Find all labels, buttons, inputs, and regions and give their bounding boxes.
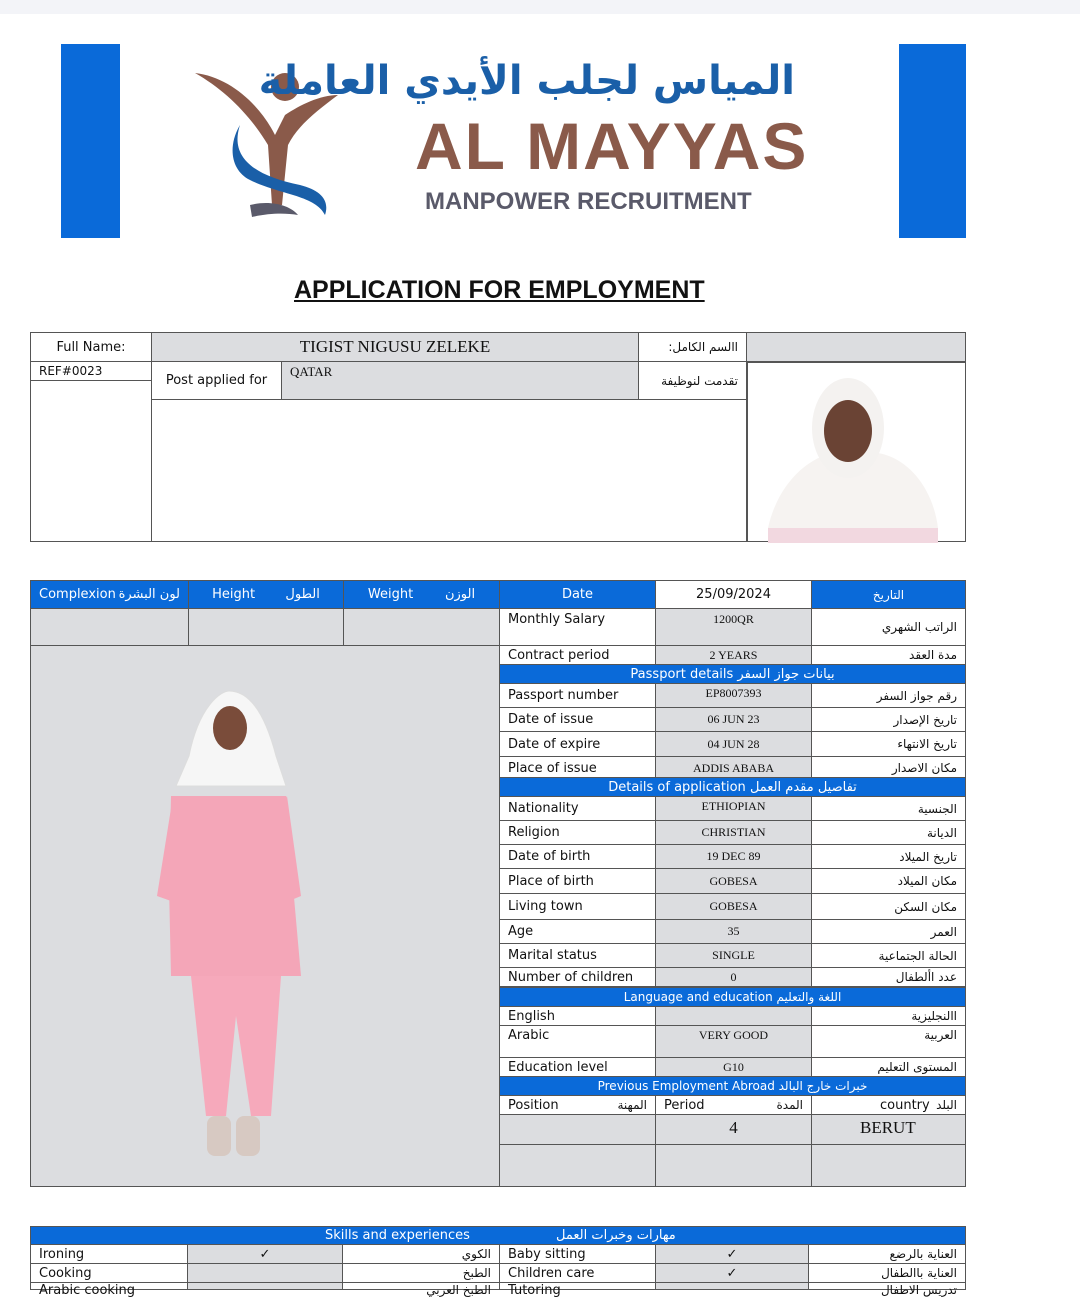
date-value: 25/09/2024 xyxy=(655,580,812,609)
age-value: 35 xyxy=(655,919,812,944)
post-applied-arabic: تقدمت لنوظيفة xyxy=(638,361,747,400)
employment-section-header: Previous Employment Abroad خبرات خارج البالد xyxy=(499,1076,966,1096)
date-of-issue-arabic: تاريخ الإصدار xyxy=(811,707,966,732)
period-label: Period xyxy=(664,1097,705,1113)
height-arabic: الطول xyxy=(285,587,320,602)
complexion-label: Complexion xyxy=(39,587,116,602)
skill-ironing-check: ✓ xyxy=(187,1244,343,1264)
skills-header-english: Skills and experiences xyxy=(325,1228,470,1243)
page-title: APPLICATION FOR EMPLOYMENT xyxy=(294,276,705,304)
language-section-header: Language and education اللغة والتعليم xyxy=(499,987,966,1007)
place-of-issue-arabic: مكان الاصدار xyxy=(811,756,966,780)
skill-arabic-cooking-arabic: الطبخ العربي xyxy=(342,1282,500,1290)
passport-number-arabic: رقم جواز السفر xyxy=(811,683,966,708)
name-extra-cell xyxy=(746,332,966,362)
marital-status-label: Marital status xyxy=(499,943,656,968)
passport-number-value: EP8007393 xyxy=(655,683,812,708)
weight-label: Weight xyxy=(367,587,414,602)
period-header xyxy=(655,1095,812,1115)
contract-period-value: 2 YEARS xyxy=(655,645,812,665)
country-label: country xyxy=(880,1097,930,1113)
employment-period-value: 4 xyxy=(655,1114,812,1145)
date-of-expire-label: Date of expire xyxy=(499,731,656,757)
skill-arabic-cooking-check xyxy=(187,1282,343,1290)
date-of-issue-label: Date of issue xyxy=(499,707,656,732)
weight-arabic: الوزن xyxy=(444,587,476,602)
english-arabic: االنجليزية xyxy=(811,1006,966,1026)
place-of-issue-value: ADDIS ABABA xyxy=(655,756,812,780)
skill-baby-sitting-check: ✓ xyxy=(655,1244,809,1264)
children-arabic: عدد األطفال xyxy=(811,967,966,987)
marital-status-value: SINGLE xyxy=(655,943,812,968)
religion-value: CHRISTIAN xyxy=(655,820,812,845)
date-arabic: التاريخ xyxy=(811,580,966,609)
education-level-value: G10 xyxy=(655,1057,812,1077)
living-town-arabic: مكان السكن xyxy=(811,893,966,920)
contract-period-label: Contract period xyxy=(499,645,656,665)
passport-number-label: Passport number xyxy=(499,683,656,708)
arabic-arabic: العربية xyxy=(811,1025,966,1058)
contract-period-arabic: مدة العقد xyxy=(811,645,966,665)
post-applied-value: QATAR xyxy=(281,361,639,400)
employment-country-value: BERUT xyxy=(811,1114,966,1145)
english-label: English xyxy=(499,1006,656,1026)
post-applied-label: Post applied for xyxy=(151,361,282,400)
company-name-english: AL MAYYAS xyxy=(415,109,809,183)
complexion-arabic: لون البشرة xyxy=(118,587,180,602)
religion-arabic: الديانة xyxy=(811,820,966,845)
nationality-value: ETHIOPIAN xyxy=(655,796,812,821)
full-name-arabic: االسم الكامل: xyxy=(638,332,747,362)
skill-children-care-label: Children care xyxy=(499,1263,656,1283)
company-subtitle: MANPOWER RECRUITMENT xyxy=(425,188,752,215)
position-label: Position xyxy=(508,1097,559,1113)
position-header xyxy=(499,1095,656,1115)
place-of-birth-arabic: مكان الميلاد xyxy=(811,868,966,894)
education-level-arabic: المستوى التعليم xyxy=(811,1057,966,1077)
country-header xyxy=(811,1095,966,1115)
left-blue-bar xyxy=(61,44,120,238)
skill-tutoring-check xyxy=(655,1282,809,1290)
height-value xyxy=(188,608,344,646)
nationality-arabic: الجنسية xyxy=(811,796,966,821)
skill-tutoring-label: Tutoring xyxy=(499,1282,656,1290)
living-town-label: Living town xyxy=(499,893,656,920)
weight-value xyxy=(343,608,500,646)
position-arabic: المهنة xyxy=(617,1098,647,1112)
date-of-birth-label: Date of birth xyxy=(499,844,656,869)
english-value xyxy=(655,1006,812,1026)
top-strip xyxy=(0,0,1080,14)
skill-cooking-arabic: الطبخ xyxy=(342,1263,500,1283)
left-empty-column xyxy=(30,380,152,542)
passport-section-header: Passport details بيانات جواز السفر xyxy=(499,664,966,684)
place-of-issue-label: Place of issue xyxy=(499,756,656,780)
employment-empty-1 xyxy=(499,1144,656,1187)
skill-baby-sitting-arabic: العناية بالرضع xyxy=(808,1244,966,1264)
full-body-photo xyxy=(30,645,500,1187)
complexion-header xyxy=(30,580,189,609)
date-of-expire-arabic: تاريخ الانتهاء xyxy=(811,731,966,757)
living-town-value: GOBESA xyxy=(655,893,812,920)
skill-ironing-arabic: الكوي xyxy=(342,1244,500,1264)
marital-status-arabic: الحالة الجتماعية xyxy=(811,943,966,968)
religion-label: Religion xyxy=(499,820,656,845)
weight-header xyxy=(343,580,500,609)
date-of-birth-value: 19 DEC 89 xyxy=(655,844,812,869)
skill-children-care-check: ✓ xyxy=(655,1263,809,1283)
main-empty-area xyxy=(151,399,747,542)
employment-empty-2 xyxy=(655,1144,812,1187)
applicant-section-header: Details of application تفاصيل مقدم العمل xyxy=(499,777,966,797)
date-of-birth-arabic: تاريخ الميلاد xyxy=(811,844,966,869)
date-label: Date xyxy=(499,580,656,609)
company-name-arabic: المياس لجلب الأيدي العاملة xyxy=(258,58,795,104)
height-label: Height xyxy=(212,587,256,602)
employment-empty-3 xyxy=(811,1144,966,1187)
monthly-salary-label: Monthly Salary xyxy=(499,608,656,646)
period-arabic: المدة xyxy=(776,1098,803,1112)
employment-position-value xyxy=(499,1114,656,1145)
country-arabic: البلد xyxy=(936,1098,957,1112)
skill-ironing-label: Ironing xyxy=(30,1244,188,1264)
children-value: 0 xyxy=(655,967,812,987)
monthly-salary-value: 1200QR xyxy=(655,608,812,646)
skill-cooking-label: Cooking xyxy=(30,1263,188,1283)
place-of-birth-label: Place of birth xyxy=(499,868,656,894)
date-of-expire-value: 04 JUN 28 xyxy=(655,731,812,757)
place-of-birth-value: GOBESA xyxy=(655,868,812,894)
skill-tutoring-arabic: تدريس الاطفال xyxy=(808,1282,966,1290)
portrait-photo xyxy=(747,362,966,542)
skills-section-header xyxy=(30,1226,966,1245)
skill-children-care-arabic: العناية باالطفال xyxy=(808,1263,966,1283)
education-level-label: Education level xyxy=(499,1057,656,1077)
age-arabic: العمر xyxy=(811,919,966,944)
skill-baby-sitting-label: Baby sitting xyxy=(499,1244,656,1264)
arabic-value: VERY GOOD xyxy=(655,1025,812,1058)
reference-number: REF#0023 xyxy=(30,361,152,381)
age-label: Age xyxy=(499,919,656,944)
right-blue-bar xyxy=(899,44,966,238)
skill-cooking-check xyxy=(187,1263,343,1283)
date-of-issue-value: 06 JUN 23 xyxy=(655,707,812,732)
skills-header-arabic: مهارات وخبرات العمل xyxy=(556,1228,676,1243)
height-header xyxy=(188,580,344,609)
full-name-value: TIGIST NIGUSU ZELEKE xyxy=(151,332,639,362)
arabic-label: Arabic xyxy=(499,1025,656,1058)
complexion-value xyxy=(30,608,189,646)
children-label: Number of children xyxy=(499,967,656,987)
nationality-label: Nationality xyxy=(499,796,656,821)
full-name-label: Full Name: xyxy=(30,332,152,362)
skill-arabic-cooking-label: Arabic cooking xyxy=(30,1282,188,1290)
monthly-salary-arabic: الراتب الشهري xyxy=(811,608,966,646)
